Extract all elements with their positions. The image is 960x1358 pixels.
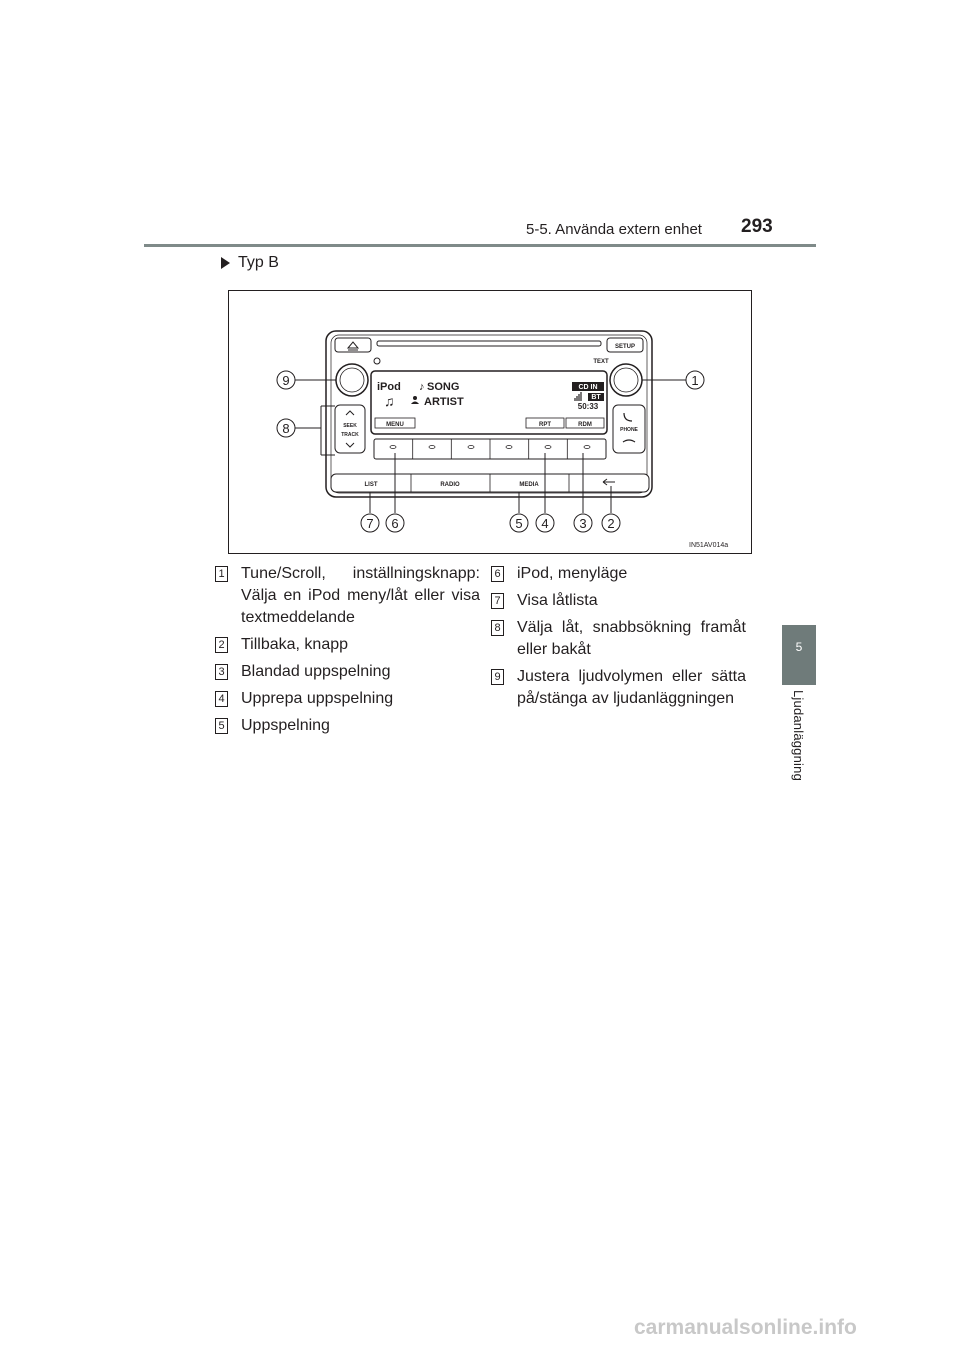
legend-item-7: [491, 590, 746, 612]
setup-label: SETUP: [614, 344, 636, 350]
phone-label: PHONE: [620, 427, 638, 433]
cd-in-label: CD IN: [578, 384, 598, 391]
legend-text: Visa låtlista: [517, 592, 598, 609]
chapter-number: 5: [795, 640, 803, 654]
display-time: 50:33: [577, 402, 599, 411]
legend-text: Uppspelning: [241, 717, 330, 734]
volume-knob: [336, 364, 368, 396]
callout-5-label: 5: [515, 516, 523, 531]
page-number: 293: [741, 216, 773, 237]
seek-label: SEEK: [343, 423, 357, 429]
chapter-tab: [782, 625, 816, 685]
legend-number: 1: [215, 566, 228, 582]
legend-item-2: [215, 634, 480, 656]
rdm-label: RDM: [578, 422, 592, 428]
callout-8-label: 8: [282, 421, 290, 436]
callout-9-label: 9: [282, 373, 290, 388]
radio-label: RADIO: [440, 482, 460, 488]
music-note-icon: ♪: [419, 381, 425, 393]
legend-item-3: [215, 661, 480, 683]
display-artist: ARTIST: [424, 396, 464, 408]
legend-item-4: [215, 688, 480, 710]
legend-item-9: [491, 666, 746, 710]
legend-item-6: [491, 563, 746, 585]
callout-1-label: 1: [691, 373, 699, 388]
type-heading: [221, 254, 279, 272]
display-source: iPod: [377, 381, 401, 393]
legend-number: 4: [215, 691, 228, 707]
track-label: TRACK: [341, 432, 359, 438]
audio-unit-illustration: [229, 291, 751, 553]
legend-number: 7: [491, 593, 504, 609]
legend-text: Justera ljudvolymen eller sätta på/stänga av ljudanläggningen: [517, 668, 746, 707]
legend-number: 6: [491, 566, 504, 582]
legend-number: 5: [215, 718, 228, 734]
callout-3-label: 3: [579, 516, 587, 531]
legend-text: Blandad uppspelning: [241, 663, 391, 680]
legend-text: Upprepa uppspelning: [241, 690, 394, 707]
callout-2-label: 2: [607, 516, 615, 531]
legend-number: 2: [215, 637, 228, 653]
chapter-label: Ljudanläggning: [791, 690, 806, 781]
legend-left: [215, 563, 480, 742]
rpt-label: RPT: [539, 422, 551, 428]
bt-label: BT: [591, 394, 601, 401]
legend-text: iPod, menyläge: [517, 565, 628, 582]
callout-6-label: 6: [391, 516, 399, 531]
display-song: SONG: [427, 381, 460, 393]
seek-track-rocker: [335, 405, 365, 453]
figure-code: IN51AV014a: [689, 542, 729, 549]
legend-number: 9: [491, 669, 504, 685]
artist-icon: [413, 396, 417, 400]
legend-item-1: [215, 563, 480, 629]
legend-text: Tune/Scroll, inställningsknapp: Välja en iPod meny/låt eller visa textmeddelande: [241, 565, 480, 626]
legend-text: Tillbaka, knapp: [241, 636, 349, 653]
menu-label: MENU: [386, 422, 404, 428]
audio-unit-figure: [228, 290, 752, 554]
legend-item-8: [491, 617, 746, 661]
legend-item-5: [215, 715, 480, 737]
tune-scroll-knob: [610, 364, 642, 396]
song-list-icon: ♫: [384, 393, 395, 409]
callout-7-label: 7: [366, 516, 374, 531]
header-divider: [144, 244, 816, 247]
list-label: LIST: [364, 482, 378, 488]
callout-4-label: 4: [541, 516, 549, 531]
triangle-bullet-icon: [221, 257, 230, 269]
legend-number: 3: [215, 664, 228, 680]
section-title: 5-5. Använda extern enhet: [526, 221, 702, 238]
cd-slot: [377, 341, 601, 346]
text-label: TEXT: [593, 359, 609, 365]
legend-number: 8: [491, 620, 504, 636]
type-label: Typ B: [238, 254, 279, 271]
legend-right: [491, 563, 746, 715]
watermark: carmanualsonline.info: [634, 1316, 857, 1339]
media-label: MEDIA: [519, 482, 539, 488]
legend-text: Välja låt, snabbsökning framåt eller bakåt: [517, 619, 746, 658]
